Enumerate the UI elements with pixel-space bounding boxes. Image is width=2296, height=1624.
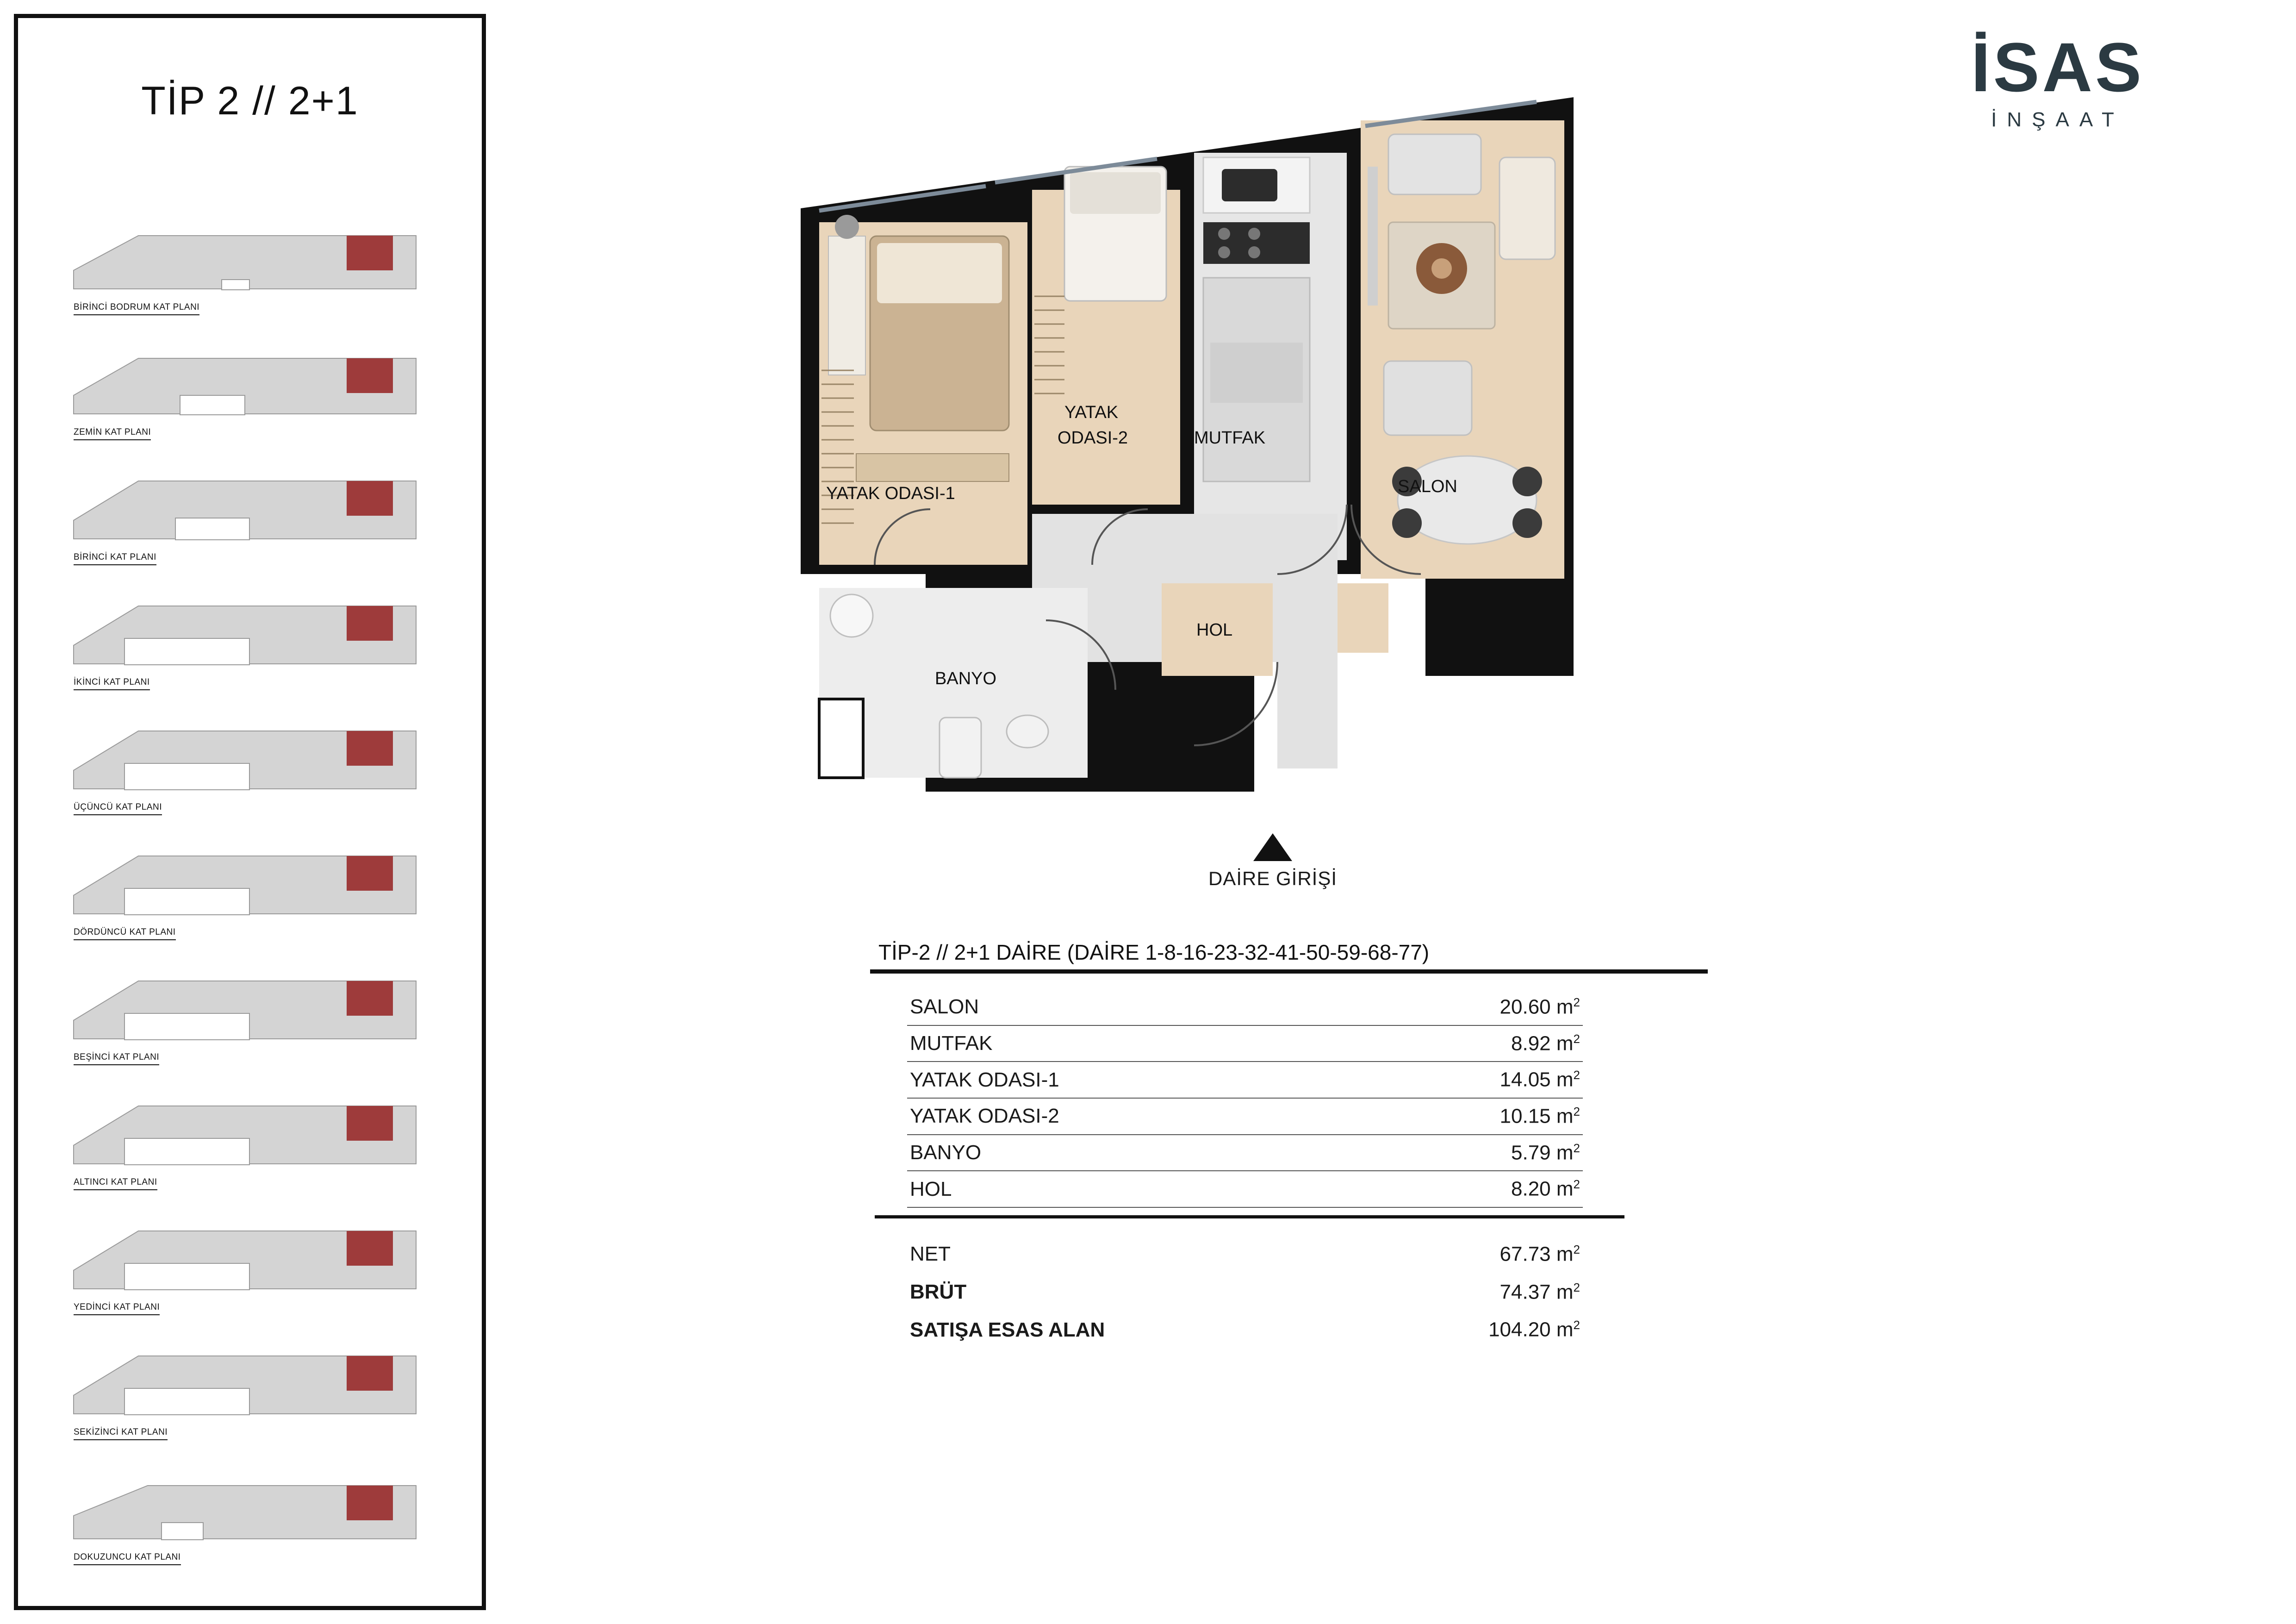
table-row [907, 1171, 1583, 1207]
floor-item[interactable] [69, 592, 439, 690]
floor-key-diagram [69, 1092, 421, 1175]
floor-label: BEŞİNCİ KAT PLANI [74, 1052, 159, 1065]
floor-label: ÜÇÜNCÜ KAT PLANI [74, 802, 162, 815]
table-row [907, 1135, 1583, 1171]
title-divider [870, 969, 1708, 974]
plan-drawing [787, 83, 1666, 847]
room-area: 20.60 $m^2$ [1342, 989, 1583, 1025]
room-name: HOL [907, 1171, 1342, 1207]
floor-key-diagram [69, 592, 421, 675]
floor-item[interactable] [69, 342, 439, 440]
area-schedule [870, 940, 1749, 1348]
floor-label: ZEMİN KAT PLANI [74, 427, 151, 440]
floor-item[interactable] [69, 967, 439, 1065]
floor-key-diagram [69, 467, 421, 550]
room-label-hol: HOL [1196, 620, 1233, 640]
apartment-entrance-marker [1111, 833, 1435, 890]
table-row [907, 1062, 1583, 1098]
room-label-mutfak: MUTFAK [1194, 428, 1266, 448]
floor-label: DÖRDÜNCÜ KAT PLANI [74, 927, 176, 940]
table-row [907, 989, 1583, 1025]
room-label-banyo: BANYO [935, 669, 997, 688]
floor-item[interactable] [69, 1342, 439, 1440]
floor-label: BİRİNCİ BODRUM KAT PLANI [74, 302, 199, 315]
floor-label: İKİNCİ KAT PLANI [74, 677, 150, 690]
floor-label: DOKUZUNCU KAT PLANI [74, 1552, 181, 1565]
floor-label: ALTINCI KAT PLANI [74, 1177, 157, 1190]
total-name: NET [910, 1243, 951, 1266]
room-area: 14.05 $m^2$ [1342, 1062, 1583, 1098]
apartment-floor-plan [787, 83, 1666, 847]
floor-key-diagram [69, 1467, 421, 1550]
room-area: 5.79 $m^2$ [1342, 1135, 1583, 1171]
brand-logo [1861, 28, 2254, 131]
table-row [907, 1098, 1583, 1135]
room-label-yatak-odasi-1: YATAK ODASI-1 [826, 484, 955, 503]
floor-key-diagram [69, 342, 421, 425]
floor-key-diagram [69, 842, 421, 925]
entrance-label: DAİRE GİRİŞİ [1208, 868, 1338, 889]
room-name: MUTFAK [907, 1025, 1342, 1062]
floor-key-diagram [69, 1342, 421, 1425]
floor-item[interactable] [69, 1217, 439, 1315]
floor-item[interactable] [69, 1092, 439, 1190]
entrance-arrow-icon [1253, 833, 1292, 861]
floor-key-diagram [69, 217, 421, 300]
total-area: 74.37 $m^2$ [1500, 1280, 1580, 1304]
room-area: 8.20 $m^2$ [1342, 1171, 1583, 1207]
floor-plans-panel [14, 14, 486, 1610]
area-schedule-title: TİP-2 // 2+1 DAİRE (DAİRE 1-8-16-23-32-41-50-59-68-77) [878, 940, 1430, 964]
floor-item[interactable] [69, 842, 439, 940]
floor-item[interactable] [69, 717, 439, 815]
room-label-yatak-odasi-2-line2: ODASI-2 [1058, 428, 1128, 448]
floor-label: SEKİZİNCİ KAT PLANI [74, 1427, 168, 1440]
room-name: SALON [907, 989, 1342, 1025]
floor-item[interactable] [69, 1467, 439, 1565]
totals-table [907, 1234, 1583, 1348]
floor-label: YEDİNCİ KAT PLANI [74, 1302, 160, 1315]
floor-item[interactable] [69, 467, 439, 565]
total-name: BRÜT [910, 1280, 967, 1303]
logo-wordmark: İSAS [1971, 28, 2145, 106]
total-name: SATIŞA ESAS ALAN [910, 1318, 1105, 1341]
table-row [907, 1025, 1583, 1062]
room-label-yatak-odasi-2-line1: YATAK [1064, 403, 1119, 422]
table-row [907, 1310, 1583, 1348]
floor-key-diagram [69, 1217, 421, 1300]
room-label-salon: SALON [1398, 477, 1457, 496]
total-area: 104.20 $m^2$ [1488, 1318, 1580, 1341]
room-name: YATAK ODASI-1 [907, 1062, 1342, 1098]
totals-divider [875, 1215, 1624, 1218]
table-row [907, 1272, 1583, 1310]
room-name: BANYO [907, 1135, 1342, 1171]
floor-item[interactable] [69, 217, 439, 315]
total-area: 67.73 $m^2$ [1500, 1242, 1580, 1266]
room-area: 8.92 $m^2$ [1342, 1025, 1583, 1062]
floor-label: BİRİNCİ KAT PLANI [74, 552, 156, 565]
floor-key-diagram [69, 717, 421, 800]
area-table [907, 989, 1583, 1208]
page-title: TİP 2 // 2+1 [141, 79, 359, 123]
table-row [907, 1234, 1583, 1272]
floor-key-diagram [69, 967, 421, 1050]
room-area: 10.15 $m^2$ [1342, 1098, 1583, 1135]
room-name: YATAK ODASI-2 [907, 1098, 1342, 1135]
logo-subtitle: İNŞAAT [1991, 108, 2124, 131]
